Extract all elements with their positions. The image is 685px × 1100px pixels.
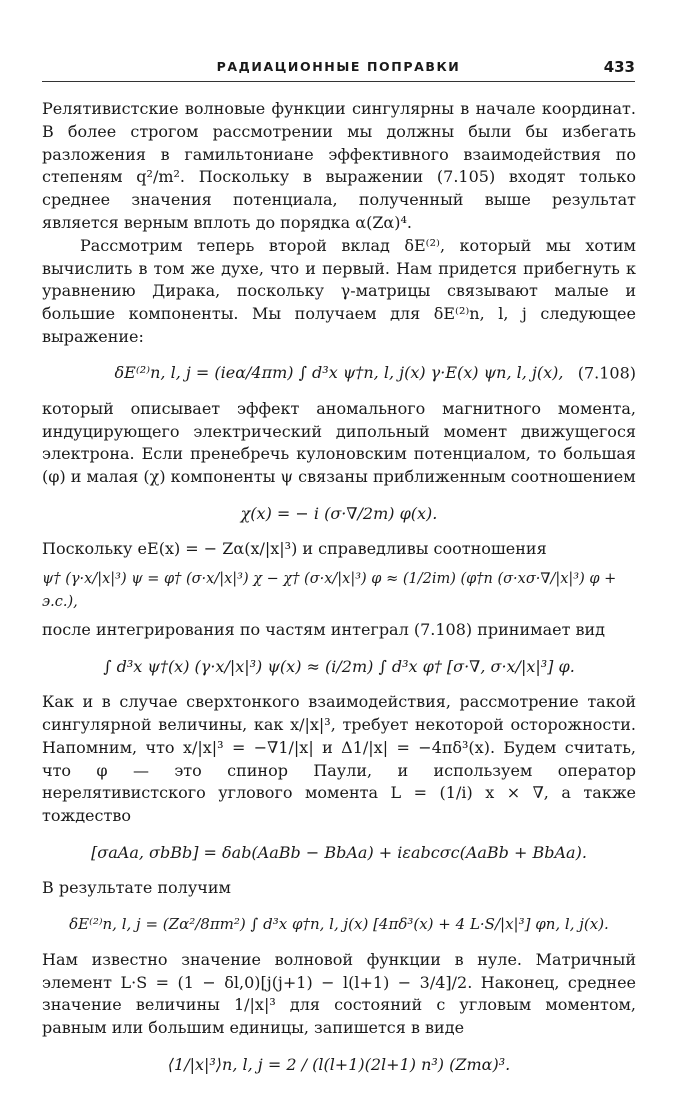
paragraph: после интегрирования по частям интеграл (7.108) принимает вид [42,620,606,640]
paragraph: который описывает эффект аномального магнитного момента, индуцирующего электрический дипольный момент движущегося электрона. Если пренебречь кулоновским потенциалом, то большая (φ) и малая (χ) компоненты ψ связаны приближенным соотношением [42,398,636,487]
equation-chi-relation [42,496,636,532]
equation-number: (7.108) [577,363,636,383]
equation-psi-identity [42,568,636,614]
paragraph: Как и в случае сверхтонкого взаимодействия, рассмотрение такой сингулярной величины, как x/|x|³, требует некоторой осторожности. Напомним, что x/|x|³ = −∇1/|x| и Δ1/|x| = −4πδ³(x). Будем считать, что φ — это спинор Паули, и используем оператор нерелятивистского углового момента L = (1/i) x × ∇, а также тождество [42,692,636,826]
equation-expectation [42,1047,636,1083]
page-header [42,55,635,82]
equation-result [42,907,636,943]
equation-text: ∫ d³x ψ†(x) (γ·x/|x|³) ψ(x) ≈ (i/2m) ∫ d³x φ† [σ·∇, σ·x/|x|³] φ. [103,656,575,676]
paragraph: Рассмотрим теперь второй вклад δE⁽²⁾, который мы хотим вычислить в том же духе, что и первый. Нам придется прибегнуть к уравнению Дирака, поскольку γ-матрицы связывают малые и большие компоненты. Мы получаем для δE⁽²⁾n, l, j следующее выражение: [42,235,636,346]
equation-text: δE⁽²⁾n, l, j = (ieα/4πm) ∫ d³x ψ†n, l, j(x) γ·E(x) ψn, l, j(x), [114,363,564,383]
body-text [42,98,636,1089]
equation-text: [σaAa, σbBb] = δab(AaBb − BbAa) + iεabcσc(AaBb + BbAa). [91,842,587,862]
equation-7-108 [42,356,636,392]
equation-integral-form [42,649,636,685]
paragraph: Релятивистские волновые функции сингулярны в начале координат. В более строгом рассмотрении мы должны были бы избегать разложения в гамильтониане эффективного взаимодействия по степеням q²/m². Поскольку в выражении (7.105) входят только среднее значения потенциала, полученный выше результат является верным вплоть до порядка α(Zα)⁴. [42,99,636,232]
paragraph: Нам известно значение волновой функции в нуле. Матричный элемент L·S = (1 − δl,0)[j(j+1) − l(l+1) − 3/4]/2. Наконец, среднее значение величины 1/|x|³ для состояний с угловым моментом, равным или большим единицы, запишется в виде [42,949,636,1038]
equation-text: χ(x) = − i (σ·∇/2m) φ(x). [240,503,438,523]
equation-text: δE⁽²⁾n, l, j = (Zα²/8πm²) ∫ d³x φ†n, l, j(x) [4πδ³(x) + 4 L·S/|x|³] φn, l, j(x). [69,915,609,934]
equation-commutator-identity [42,835,636,871]
paragraph: В результате получим [42,877,231,897]
page-number: 433 [603,58,635,76]
paragraph: Поскольку eE(x) = − Zα(x/|x|³) и справедливы соотношения [42,538,547,558]
equation-text: ⟨1/|x|³⟩n, l, j = 2 / (l(l+1)(2l+1) n³) (Zmα)³. [167,1054,511,1074]
running-title: РАДИАЦИОННЫЕ ПОПРАВКИ [216,59,461,74]
equation-text: ψ† (γ·x/|x|³) ψ = φ† (σ·x/|x|³) χ − χ† (σ·x/|x|³) φ ≈ (1/2im) (φ†n (σ·xσ·∇/|x|³) φ + э.с.), [42,570,617,610]
